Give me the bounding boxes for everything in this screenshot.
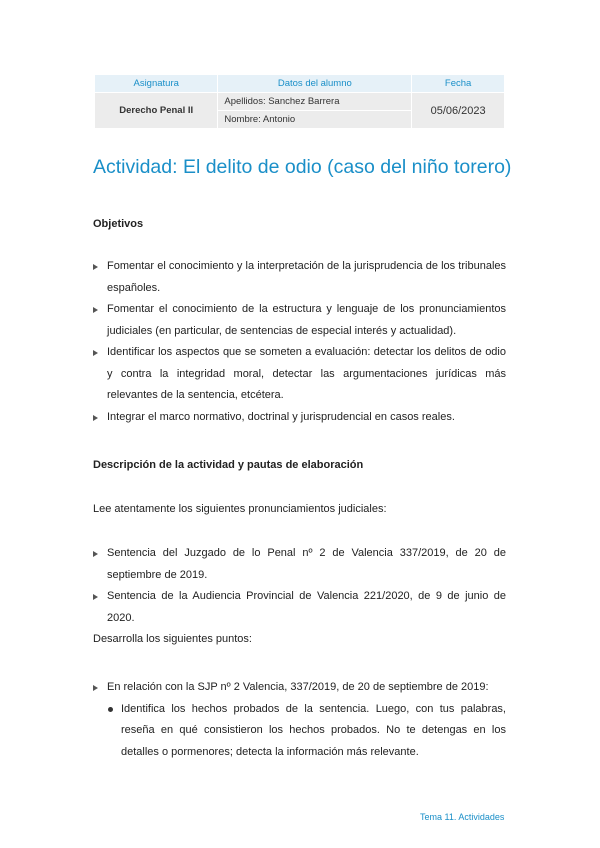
triangle-bullet-icon: [93, 307, 98, 313]
list-item: Sentencia de la Audiencia Provincial de Valencia 221/2020, de 9 de junio de 2020.: [93, 586, 506, 629]
triangle-bullet-icon: [93, 594, 98, 600]
sub-list-item: Identifica los hechos probados de la sentencia. Luego, con tus palabras, reseña en qué consistieron los hechos probados. No te detengas en los detalles o pormenores; detecta la información más relevante.: [107, 699, 506, 764]
triangle-bullet-icon: [93, 350, 98, 356]
list-item: En relación con la SJP nº 2 Valencia, 337/2019, de 20 de septiembre de 2019: Identifica los hechos probados de la sentencia. Luego, con tus palabras, reseña en qué consistieron los hechos probados. No te detengas en los detalles o pormenores; detecta la información más relevante.: [93, 677, 506, 763]
description-intro: Lee atentamente los siguientes pronunciamientos judiciales:: [93, 503, 387, 515]
list-item: Fomentar el conocimiento de la estructura y lenguaje de los pronunciamientos judiciales (en particular, de sentencias de especial interés y actualidad).: [93, 299, 506, 342]
develop-text: Desarrolla los siguientes puntos:: [93, 633, 252, 645]
sub-list: [107, 699, 506, 764]
list-item: Fomentar el conocimiento y la interpretación de la jurisprudencia de los tribunales españoles.: [93, 256, 506, 299]
page-title: Actividad: El delito de odio (caso del niño torero): [93, 156, 512, 178]
surname-cell: Apellidos: Sanchez Barrera: [218, 93, 412, 111]
triangle-bullet-icon: [93, 685, 98, 691]
list-item: Integrar el marco normativo, doctrinal y jurisprudencial en casos reales.: [93, 407, 506, 429]
footer-label: Tema 11. Actividades: [420, 812, 505, 822]
points-list: [93, 677, 506, 763]
rulings-list: [93, 543, 506, 629]
objectives-heading: Objetivos: [93, 218, 144, 230]
list-item: Sentencia del Juzgado de lo Penal nº 2 de Valencia 337/2019, de 20 de septiembre de 2019.: [93, 543, 506, 586]
name-cell: Nombre: Antonio: [218, 111, 412, 129]
list-item: Identificar los aspectos que se someten a evaluación: detectar los delitos de odio y contra la integridad moral, detectar las argumentaciones jurídicas más relevantes de la sentencia, etcétera.: [93, 342, 506, 407]
triangle-bullet-icon: [93, 415, 98, 421]
header-col-subject: Asignatura: [95, 75, 218, 93]
objectives-list: [93, 256, 506, 428]
description-heading: Descripción de la actividad y pautas de elaboración: [93, 459, 364, 471]
header-col-date: Fecha: [412, 75, 505, 93]
header-table: [94, 74, 505, 129]
subject-cell: Derecho Penal II: [95, 93, 218, 129]
dot-bullet-icon: [108, 707, 113, 712]
triangle-bullet-icon: [93, 551, 98, 557]
triangle-bullet-icon: [93, 264, 98, 270]
header-col-student: Datos del alumno: [218, 75, 412, 93]
date-cell: 05/06/2023: [412, 93, 505, 129]
